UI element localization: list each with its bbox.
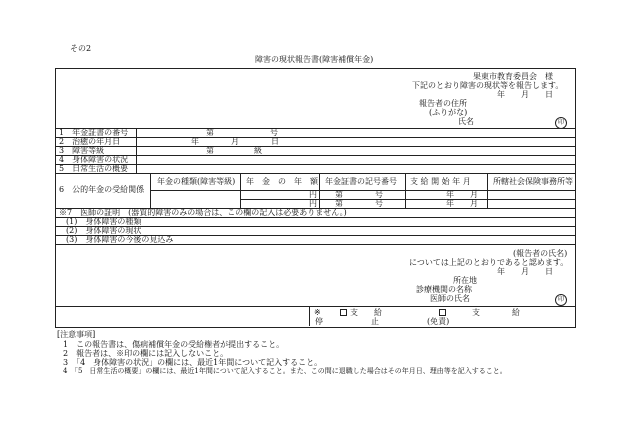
pension-cert-number-value: 第 号 [206, 128, 278, 137]
reporter-address-label: 報告者の住所 [419, 99, 467, 108]
non-pay-checkbox[interactable] [439, 309, 446, 316]
disability-current-status-label: (2) 身体障害の現状 [66, 226, 142, 235]
reporter-name-label: 氏名 [458, 117, 474, 126]
start-ym-1: 年 月 [446, 190, 478, 199]
form-number: その2 [70, 44, 92, 53]
cert-no-2: 第 号 [335, 199, 383, 208]
note-item-2: 2 報告者は、※印の欄には記入しないこと。 [63, 349, 229, 358]
note-item-1: 1 この報告書は、傷病補償年金の受給権者が提出すること。 [63, 340, 285, 349]
report-intro: 下記のとおり障害の現状等を報告します。 [412, 81, 564, 90]
doctor-date: 年 月 日 [497, 267, 553, 276]
disability-type-label: (1) 身体障害の種類 [66, 217, 142, 226]
suspension-label: 停 止 (免責) [315, 317, 450, 326]
pension-cert-number-label: 1 年金証書の番号 [59, 128, 129, 137]
cert-no-1: 第 号 [335, 190, 383, 199]
doctor-seal-mark: 印 [555, 294, 567, 306]
addressee-name: 果東市教育委員会 様 [473, 72, 553, 81]
clinic-name-label: 診療機関の名称 [416, 285, 472, 294]
notes-heading: [注意事項] [57, 330, 96, 339]
physical-disability-status-label: 4 身体障害の状況 [59, 155, 129, 164]
amount-yen-2: 円 [309, 199, 317, 208]
clinic-location-label: 所在地 [453, 276, 477, 285]
cure-date-label: 2 治癒の年月日 [59, 137, 121, 146]
pay-checkbox[interactable] [340, 309, 347, 316]
start-ym-2: 年 月 [446, 199, 478, 208]
non-pay-label: 支 給 [472, 308, 520, 317]
reporter-seal-mark: 印 [555, 117, 567, 129]
daily-life-summary-label: 5 日常生活の概要 [59, 164, 129, 173]
disability-grade-label: 3 障害等級 [59, 146, 105, 155]
start-month-header: 支 給 開 始 年 月 [410, 177, 471, 186]
pension-type-header: 年金の種類(障害等級) [157, 177, 236, 186]
doctor-name-label: 医師の氏名 [430, 294, 470, 303]
social-insurance-office-header: 所轄社会保険事務所等 [493, 177, 573, 186]
note-item-4: 4 「5 日常生活の概要」の欄には、最近1年間について記入すること。また、この間に退職した場合はその年月日、理由等を記入すること。 [63, 367, 507, 375]
cure-date-value: 年 月 日 [191, 137, 279, 146]
note-item-3: 3 「4 身体障害の状況」の欄には、最近1年間について記入すること。 [63, 358, 323, 367]
pay-label: 支 給 [350, 308, 382, 317]
disability-grade-value: 第 級 [206, 146, 262, 155]
amount-yen-1: 円 [309, 190, 317, 199]
cert-code-header: 年金証書の記号番号 [325, 177, 397, 186]
annual-amount-header: 年 金 の 年 額 [246, 177, 318, 186]
reporter-furigana-label: (ふりがな) [429, 108, 468, 117]
form-title: 障害の現状報告書(障害補償年金) [255, 55, 374, 64]
doctor-certify-text: については上記のとおりであると認めます。 [409, 258, 569, 267]
doctor-certificate-section-label: ※7 医師の証明 (器質的障害のみの場合は、この欄の記入は必要ありません。) [59, 208, 347, 217]
office-use-mark: ※ [314, 308, 321, 317]
reporter-name-placeholder: (報告者の氏名) [513, 249, 568, 258]
report-date: 年 月 日 [497, 90, 553, 99]
disability-prognosis-label: (3) 身体障害の今後の見込み [66, 235, 174, 244]
public-pension-label: 6 公的年金の受給関係 [59, 185, 145, 194]
